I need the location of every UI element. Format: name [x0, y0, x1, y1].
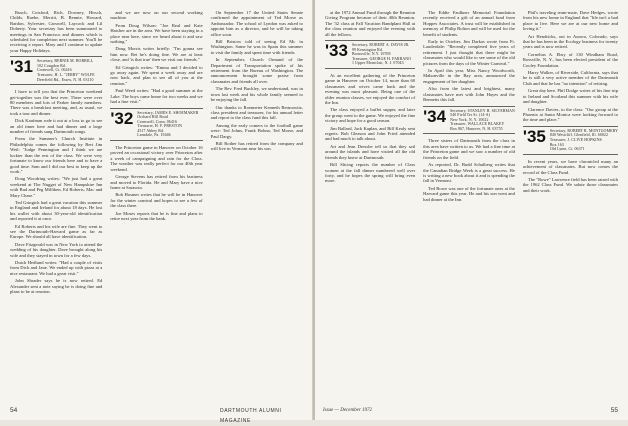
class-year-number: '35 [522, 126, 546, 146]
class-officer-line: 99 Kensington Rd. [351, 47, 383, 52]
class-note-paragraph: The Eddie Faulkner Memorial Foundation recently received a gift of an annual fund from Hoppes Associates. A trust will be established in memory of Philip Bolton and will be used for the benefit of students. [423, 10, 515, 37]
class-note-paragraph: Art Hendricks, out in Aurora, Colorado, says that he has been in the Ecology business for twenty years and is now retired. [522, 33, 618, 50]
class-officer-line: Treasurer, H. L. "JERRY" WOLFE [36, 73, 95, 78]
class-year-number: '32 [110, 108, 134, 128]
right-column-3 [523, 10, 618, 402]
class-officer-line: Old Lyme, Ct. 06371 [549, 147, 585, 152]
class-note-paragraph: Early in October, Jim Darkas wrote from Ft. Lauderdale: "Recently completed five years of retirement. I just thought that there might be classmates who would like to see some of the old pictures from the days of the Winter Carnival." [423, 39, 515, 66]
left-page [0, 0, 314, 424]
class-officer-line: Secretary, JAMES E. SHOEMAKER [137, 110, 199, 115]
class-note-paragraph: At an excellent gathering of the Princeton game in Hanover on October 14, more than 60 classmates and wives came back and the evening was most pleasant. Being one of the older reunion classes, we enjoyed the comfort of the Inn. [325, 73, 416, 106]
class-note-paragraph: and we are now on our second working machine. [110, 10, 203, 21]
class-officer-line: Secretary, ROBERT A. DAVIS JR. [351, 43, 410, 48]
class-officers [450, 109, 515, 132]
class-year-number: '33 [325, 41, 348, 61]
class-officer-line: Secretary, BERNIE M. BORRILL [36, 59, 94, 64]
class-note-paragraph: From Doug Wilson: "Joe Real and Kate Hatcher are in the area. We have been staying in a place near here, since we heard about it and saw nothing." [110, 22, 203, 45]
class-officer-line: 540 Field Ter St. (14-A) [450, 113, 491, 118]
class-note-paragraph: Art and Jean Dressler tell us that they sail around the islands and have visited all the old friends they knew at Dartmouth. [325, 143, 416, 160]
class-section-heading [423, 106, 515, 135]
class-officer-line: Lansdale, Pa. 19446 [137, 133, 171, 138]
right-page-columns [325, 10, 618, 402]
class-officers [352, 43, 411, 66]
class-note-paragraph: Also from the latest and brightest, many classmates have met with John Hayes and the Bennetts this fall. [423, 86, 515, 103]
class-officer-line: 1 Upper Montclair, N. J. 07043 [351, 61, 404, 66]
class-note-paragraph: I have to tell you that the Princeton weekend get-together was the best ever. There were over 80 members and lots of Parker family members. There was a breakfast meeting, and, as usual, we took a tour and dinner. [10, 89, 103, 116]
class-section-heading [325, 40, 415, 69]
class-officers [550, 129, 618, 152]
class-note-paragraph: Dave Fitzgerald was in New York to attend the wedding of his daughter. Dave brought along his wife and they stayed in town for a few days. [10, 241, 103, 258]
class-note-paragraph: George Stevens has retired from his business and moved to Florida. He and Mary have a nice home at Sarasota. [110, 174, 203, 190]
class-note-paragraph: at the 1972 Annual Fund through the Reunion Giving Program because of their 40th Reunion. The '32 class at Fall Vacation Bandplant Hall at the class reunion and enjoyed the evening with all the fellows. [325, 10, 416, 37]
class-note-paragraph: The Princeton game in Hanover on October 16 proved an occasional victory over Princeton after a week of campaigning and rain for the Class. The weather was really perfect for our 40th year weekend. [110, 145, 203, 172]
class-note-paragraph: Doug Woodring writes: "We just had a great weekend at The Nugget of New Hampshire Inn with Bud and Peg Milliken, Ed Roberts, Mac and Mary Chase." [10, 176, 103, 198]
class-officer-line: Cromwell, Conn. 06416 [137, 119, 177, 124]
class-note-paragraph: Joe Moses reports that he is fine and plans to retire next year from the bank. [110, 210, 203, 221]
right-column-2 [423, 10, 515, 402]
right-page-number: 55 [610, 407, 618, 414]
class-officer-line: Box 163 [549, 142, 564, 147]
right-page-footer [315, 406, 628, 416]
class-section-heading [10, 56, 102, 85]
left-page-footer [0, 406, 313, 424]
class-officer-line: 840 Westcliff, Glenfield, Ill. 60022 [549, 133, 609, 138]
class-note-paragraph: The "Rowe" Lawrence field has been raised with the 1962 Class Fund. We salute those classmates and their work. [522, 176, 619, 193]
right-column-1 [325, 10, 415, 402]
right-page [315, 0, 628, 420]
class-note-paragraph: Our thanks to Roenneier Kenneth Bermowitz, class president and treasurer, for his annual letter and report to the class fund this fall. [210, 104, 303, 121]
class-note-paragraph: Paul Weed writes: "Had a good summer at the Lake. The boys came home for two weeks and we had a fine visit." [110, 88, 203, 105]
class-note-paragraph: Bob Hosmer writes that he will be in Hanover for the winter carnival and hopes to see a few of the class there. [110, 192, 203, 209]
class-officer-line: 102 Congdon Rd. [36, 63, 67, 68]
class-section-heading [110, 108, 202, 142]
left-page-columns [10, 10, 303, 402]
class-note-paragraph: Phil's traveling team-mate, Dave Hedges, wrote from his new home in England that "life isn't a bad place to live. Here we are at our new home and loving it." [522, 10, 618, 32]
class-note-paragraph: As reported, Dr. Budd Schulberg writes that the Canadian Bridge Week is a great success. He is writing a new book about it and is spending the fall in Vermont. [423, 162, 515, 184]
class-note-paragraph: In September, Church Ormand of the Department of Transportation spoke of his retirement from the Bureau of Washington. The announcement brought some praise from classmates and friends all over. [210, 57, 303, 84]
class-note-paragraph: In recent years, we have chronicled many an achievement of classmates. But now comes the record of the Class Fund. [522, 158, 618, 175]
left-column-1 [10, 10, 102, 402]
class-officer-line: Box 867, Hanover, N. H. 03755 [450, 126, 503, 131]
class-note-paragraph: The class enjoyed a buffet supper, and later the group went to the game. We enjoyed the fine victory and hope for a good season. [325, 107, 416, 124]
class-officer-line: 4517 Abbey Rd. [137, 128, 165, 133]
class-officer-line: Treasurer, H. F. PRESTON [137, 124, 183, 129]
left-column-3 [211, 10, 303, 402]
class-officer-line: Bronxville, N.Y. 10708 [351, 52, 391, 57]
class-note-paragraph: Doug Morris writes briefly: "I'm gonna see him now. Bet he's doing fine. We are at least close, and 'is that true' then we visit our friends." [110, 46, 203, 63]
class-note-paragraph: Ted Bowe was one of the fortunate ones at the Harvard game this year. He and his son went and had dinner at the Inn. [423, 185, 515, 202]
issue-date: Issue — December 1972 [323, 408, 373, 413]
class-note-paragraph: Harry Walker, of Riverside, California, says that he is still a very active member of the Dartmouth Club and that he has "no intention" of retiring. [522, 70, 618, 86]
class-note-paragraph: Bill Bristow told of seeing Ed Mc in Washington. Same he was in Spain this summer to visit the family and spent time with friends. [210, 39, 303, 55]
class-note-paragraph: Dutch Hedlund writes: "Had a couple of visits from Dick and Jane. We ended up with pizza at a nice restaurant. We had a great visit." [10, 260, 103, 276]
class-note-paragraph: From the Summer's Church Institute in Philadelphia comes the following by Bert Jim Weil: "Judge Pennington and I think we are luckier than the rest of the class. We were very fortunate to know our friends here and to have a good time. Sam and I did our best to keep up the work." [10, 136, 103, 174]
class-officer-line: Secretary, ROBERT R. MONTGOMERY [549, 128, 618, 133]
class-note-paragraph: Jim Ballard, Jack Kaplan, and Bill Kealy sent regrets. Bob Gleason and John Fried attended and had much to talk about. [325, 125, 416, 142]
class-note-paragraph: Dick Kaufman rode it out at a loss to go to see an old timer here and had dinner and a large number of friends sang Dartmouth songs. [10, 118, 103, 135]
class-note-paragraph: Three sisters of Dartmouth from the class in this area have written to us. We had a fine time at the Princeton game and we saw a number of old friends on the field. [423, 138, 515, 160]
class-note-paragraph: On September 17 the United States Senate confirmed the appointment of Ted Morse as Ambassador. The school of Lyndon was asked to appoint him as a director, and he will be taking office soon. [210, 10, 303, 37]
class-officer-line: Cromwell, Ct. 06416 [36, 68, 72, 73]
class-note-paragraph: Rusch, Cotsford, Rich, Downey, Hirsch, Childs, Raebe, Merritt, B. Rennie, Howard, Bardon, Sylvester, Carswell, Laycock and Lil Doherty. Your secretary has been summoned to meetings in San Francisco and dinners which is scheduled for completion next summer. You'll be receiving a report. Mary and I continue to update your Happy Holidays. [10, 10, 103, 53]
magazine-name: DARTMOUTH ALUMNI MAGAZINE [220, 408, 282, 424]
class-note-paragraph: Great day here. Phil Dodge writes of his fine trip to Ireland and Scotland this summer with his wife and daughter. [522, 88, 618, 105]
class-officer-line: Treasurer, WALLACE BLAKEY [450, 122, 505, 127]
class-officer-line: New York, N. Y. 10022 [450, 117, 489, 122]
left-page-number: 54 [10, 407, 18, 414]
class-note-paragraph: Ed Roberts and his wife are fine. They went to see the Dartmouth-Harvard game as far as Europe. We should all have identification. [10, 223, 103, 240]
left-column-2 [110, 10, 202, 402]
class-note-paragraph: Cornelius A. Ebsy of 130 Windham Road, Rossville, N. Y., has been elected president of the Cooley Foundation. [522, 51, 618, 68]
class-note-paragraph: Among the early comers to the football game were: Ted Johns, Frank Bohna, Ted Morse, and Paul Dargy. [210, 122, 303, 139]
class-note-paragraph: John Shrader says he is now retired. Ed Alexander sent a note saying he is doing fine and plans to be at reunion. [10, 278, 103, 295]
class-section-heading [523, 126, 618, 155]
class-officer-line: Treasurer, GEORGE H. FARRANO [351, 56, 412, 61]
class-note-paragraph: Bill Rother has retired from the company and will live in Vermont near his son. [210, 140, 303, 152]
class-officers [37, 59, 95, 82]
class-note-paragraph: Ted Gringich had a great vacation this summer in England and Ireland for about 18 days. He lost his wallet with about 30-year-old identification and reported it at once. [10, 199, 103, 222]
class-note-paragraph: Clarence Davies, to the class: "Our group at the Phoenix at Santa Monica were looking forward to the time and place." [522, 106, 618, 123]
class-note-paragraph: Bill Slicing reports the number of Class women at the fall dinner numbered well over forty, and he hopes the spring will bring even more. [325, 162, 416, 184]
class-officer-line: Treasurer, J. CLIVE HOPKINS [549, 137, 602, 142]
class-note-paragraph: The Rev. Fred Buckley, we understand, was in town last week and his whole family seemed to be enjoying the fall. [210, 86, 303, 103]
class-note-paragraph: Ed Gringich writes: "Emma and I decided to go away again. We spent a week away and are now back, and plan to see all of you at the reunion." [110, 64, 203, 86]
class-officers [137, 111, 198, 139]
class-year-number: '34 [423, 106, 447, 126]
class-year-number: '31 [10, 57, 33, 77]
class-officer-line: Orchard Hill Road [137, 115, 168, 120]
class-officer-line: Deerfield Rd., Essex, N. H. 03110 [36, 77, 94, 82]
class-note-paragraph: In April this year, Miss Nancy Woodworth, Mahonville in the Bay area, announced the engagement of her daughter. [423, 68, 515, 84]
class-officer-line: Secretary, STANLEY H. SILVERMAN [450, 108, 515, 113]
